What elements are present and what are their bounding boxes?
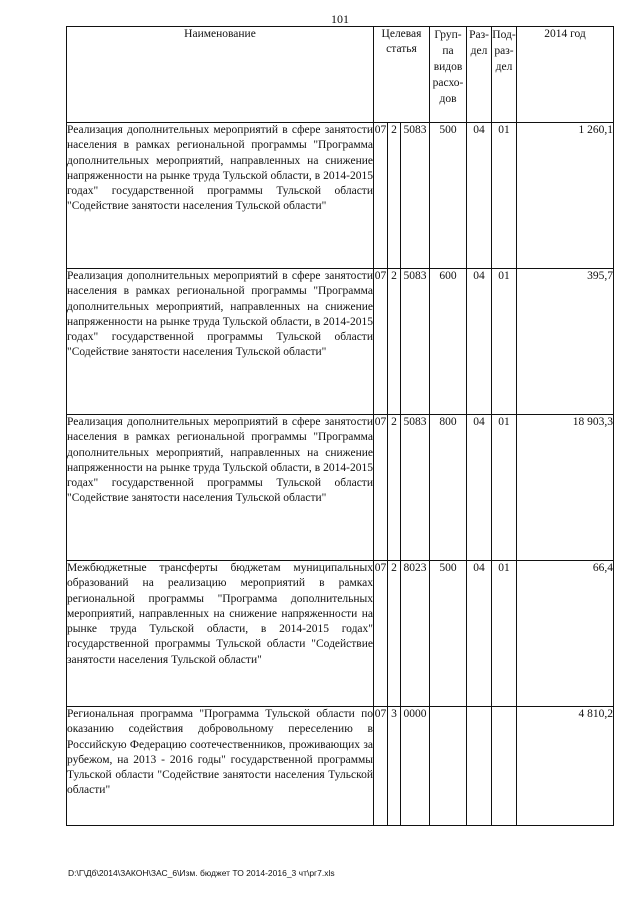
table-row bbox=[67, 269, 614, 415]
header-subsection: Под- раз- дел bbox=[492, 27, 517, 123]
header-target-article: Целевая статья bbox=[374, 27, 430, 123]
header-year-2014: 2014 год bbox=[517, 27, 614, 123]
amount-2014: 18 903,3 bbox=[517, 415, 614, 561]
table-row bbox=[67, 415, 614, 561]
file-path-footer: D:\Г\Дб\2014\ЗАКОН\ЗАС_6\Изм. бюджет ТО 2014-2016_3 чт\рг7.xls bbox=[68, 868, 335, 878]
section: 04 bbox=[467, 269, 492, 415]
expense-group: 500 bbox=[430, 123, 467, 269]
amount-2014: 395,7 bbox=[517, 269, 614, 415]
target-code-part1: 07 bbox=[374, 269, 388, 415]
header-row bbox=[67, 27, 614, 123]
table-row bbox=[67, 123, 614, 269]
budget-table bbox=[66, 26, 614, 826]
amount-2014: 1 260,1 bbox=[517, 123, 614, 269]
target-code-part1: 07 bbox=[374, 415, 388, 561]
subsection: 01 bbox=[492, 561, 517, 707]
amount-2014: 66,4 bbox=[517, 561, 614, 707]
header-name: Наименование bbox=[67, 27, 374, 123]
expense-group: 800 bbox=[430, 415, 467, 561]
target-code-part3: 5083 bbox=[401, 269, 430, 415]
subsection bbox=[492, 707, 517, 826]
section: 04 bbox=[467, 123, 492, 269]
row-name: Реализация дополнительных мероприятий в сфере занятости населения в рамках региональной программы "Программа дополнительных мероприятий, направленных на снижение напряженности на рынке труда Тульской области, в 2014-2015 годах" государственной программы Тульской области "Содействие занятости населения Тульской области" bbox=[67, 415, 374, 561]
page-number: 101 bbox=[331, 12, 349, 26]
target-code-part3: 8023 bbox=[401, 561, 430, 707]
target-code-part2: 2 bbox=[388, 415, 401, 561]
row-name: Реализация дополнительных мероприятий в сфере занятости населения в рамках региональной программы "Программа дополнительных мероприятий, направленных на снижение напряженности на рынке труда Тульской области, в 2014-2015 годах" государственной программы Тульской области "Содействие занятости населения Тульской области" bbox=[67, 269, 374, 415]
target-code-part3: 0000 bbox=[401, 707, 430, 826]
target-code-part2: 2 bbox=[388, 561, 401, 707]
target-code-part3: 5083 bbox=[401, 415, 430, 561]
row-name: Региональная программа "Программа Тульской области по оказанию содействия добровольному переселению в Российскую Федерацию соотечественников, проживающих за рубежом, на 2013 - 2016 годы" государственной программы Тульской области "Содействие занятости населения Тульской области" bbox=[67, 707, 374, 826]
target-code-part2: 2 bbox=[388, 269, 401, 415]
subsection: 01 bbox=[492, 415, 517, 561]
expense-group: 500 bbox=[430, 561, 467, 707]
target-code-part3: 5083 bbox=[401, 123, 430, 269]
target-code-part1: 07 bbox=[374, 561, 388, 707]
row-name: Реализация дополнительных мероприятий в сфере занятости населения в рамках региональной программы "Программа дополнительных мероприятий, направленных на снижение напряженности на рынке труда Тульской области, в 2014-2015 годах" государственной программы Тульской области "Содействие занятости населения Тульской области" bbox=[67, 123, 374, 269]
section: 04 bbox=[467, 415, 492, 561]
header-expense-group: Груп- па видов расхо- дов bbox=[430, 27, 467, 123]
target-code-part1: 07 bbox=[374, 707, 388, 826]
target-code-part1: 07 bbox=[374, 123, 388, 269]
target-code-part2: 3 bbox=[388, 707, 401, 826]
table-row bbox=[67, 707, 614, 826]
amount-2014: 4 810,2 bbox=[517, 707, 614, 826]
expense-group bbox=[430, 707, 467, 826]
section: 04 bbox=[467, 561, 492, 707]
row-name: Межбюджетные трансферты бюджетам муниципальных образований на реализацию мероприятий в рамках региональной программы "Программа дополнительных мероприятий, направленных на снижение напряженности на рынке труда Тульской области, в 2014-2015 годах" государственной программы Тульской области "Содействие занятости населения Тульской области" bbox=[67, 561, 374, 707]
header-section: Раз- дел bbox=[467, 27, 492, 123]
subsection: 01 bbox=[492, 123, 517, 269]
table-row bbox=[67, 561, 614, 707]
subsection: 01 bbox=[492, 269, 517, 415]
expense-group: 600 bbox=[430, 269, 467, 415]
target-code-part2: 2 bbox=[388, 123, 401, 269]
section bbox=[467, 707, 492, 826]
